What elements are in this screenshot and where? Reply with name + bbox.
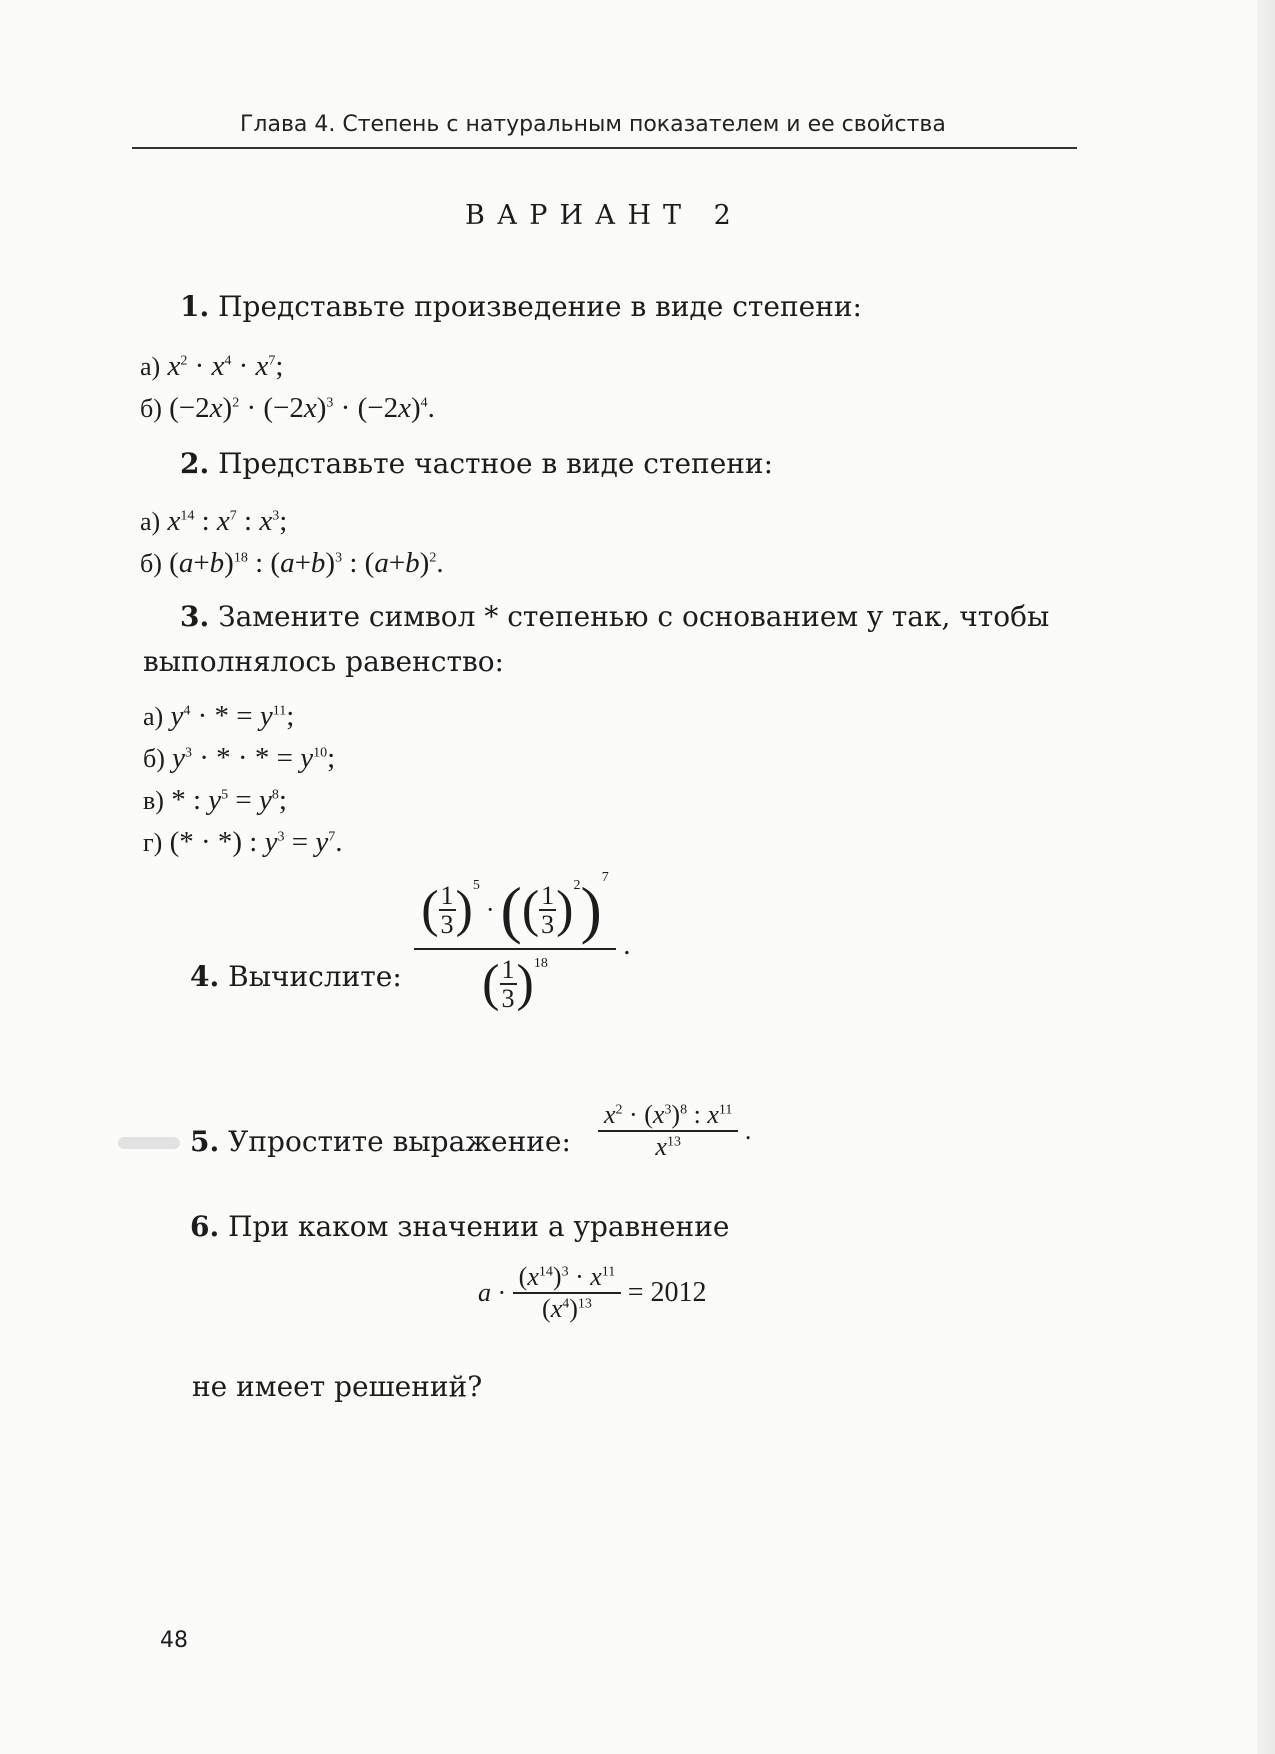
- task-4-expression: ( $\frac{1}{3}$ ) 5 · ( ( $\frac{1}{3}$ ) 2 ) 7 ( $\frac{1}{3}$ ) 18 .: [414, 878, 631, 1013]
- task-3d-expression: (* · *) : $y^3 = y^7$.: [169, 826, 343, 858]
- task-5-text: Упростите выражение:: [228, 1125, 571, 1158]
- task-3a-label: а): [143, 702, 164, 731]
- task-2b: [140, 547, 444, 580]
- task-6-equation: a · $\frac{(x^{14})^3 \cdot x^{11}}{(x^4)^{13}}$ = 2012: [478, 1262, 707, 1323]
- page-edge-shadow: [1257, 0, 1275, 1754]
- task-2a-label: а): [140, 507, 161, 536]
- task-2a-expression: $x^{14}$ : $x^7$ : $x^3$;: [167, 505, 288, 537]
- variant-title: ВАРИАНТ 2: [465, 200, 743, 231]
- task-1-number: 1.: [180, 290, 210, 323]
- task-1a: [140, 350, 283, 383]
- task-2a: [140, 505, 287, 538]
- task-2-number: 2.: [180, 447, 210, 480]
- task-5-expression: $\frac{x^2 \cdot (x^3)^8 : x^{11}}{x^{13}}$ .: [598, 1100, 751, 1162]
- task-3d: [143, 826, 342, 859]
- task-2b-expression: $(a+b)^{18}$ : $(a+b)^3$ : $(a+b)^2$.: [169, 547, 444, 579]
- scan-smudge: [118, 1137, 180, 1149]
- header-rule: [132, 147, 1077, 149]
- task-1a-expression: $x^2 \cdot x^4 \cdot x^7$;: [167, 350, 284, 382]
- page-number: 48: [160, 1628, 188, 1653]
- task-3b-label: б): [143, 744, 165, 773]
- task-6-tail: не имеет решений?: [192, 1370, 483, 1403]
- task-1-heading: [180, 290, 862, 323]
- task-1b: [140, 392, 435, 425]
- task-3c-expression: * : $y^5 = y^8$;: [171, 784, 287, 816]
- task-3-heading: [180, 600, 1049, 633]
- task-1a-label: а): [140, 352, 161, 381]
- task-4-heading: [190, 960, 402, 993]
- task-3-text-line2: выполнялось равенство:: [143, 645, 504, 678]
- task-6-number: 6.: [190, 1210, 220, 1243]
- task-4-text: Вычислите:: [228, 960, 402, 993]
- task-2b-label: б): [140, 549, 162, 578]
- task-3b: [143, 742, 335, 775]
- chapter-header: Глава 4. Степень с натуральным показателем и ее свойства: [240, 112, 946, 137]
- task-5-number: 5.: [190, 1125, 220, 1158]
- task-3d-label: г): [143, 828, 163, 857]
- task-4-number: 4.: [190, 960, 220, 993]
- task-3-text-line1: Замените символ * степенью с основанием y так, чтобы: [218, 600, 1050, 633]
- task-3c-label: в): [143, 786, 164, 815]
- task-3c: [143, 784, 287, 817]
- task-6-heading: [190, 1210, 729, 1243]
- task-5-heading: [190, 1125, 571, 1158]
- task-3a-expression: $y^4$ · * = $y^{11}$;: [170, 700, 295, 732]
- task-1b-expression: $(-2x)^2 \cdot (-2x)^3 \cdot (-2x)^4$.: [169, 392, 435, 424]
- task-3b-expression: $y^3$ · * · * = $y^{10}$;: [172, 742, 336, 774]
- task-6-rhs: = 2012: [627, 1277, 707, 1308]
- task-3-number: 3.: [180, 600, 210, 633]
- task-6-text: При каком значении a уравнение: [228, 1210, 730, 1243]
- task-2-text: Представьте частное в виде степени:: [218, 447, 774, 480]
- task-3a: [143, 700, 294, 733]
- task-2-heading: [180, 447, 773, 480]
- task-1b-label: б): [140, 394, 162, 423]
- task-1-text: Представьте произведение в виде степени:: [218, 290, 862, 323]
